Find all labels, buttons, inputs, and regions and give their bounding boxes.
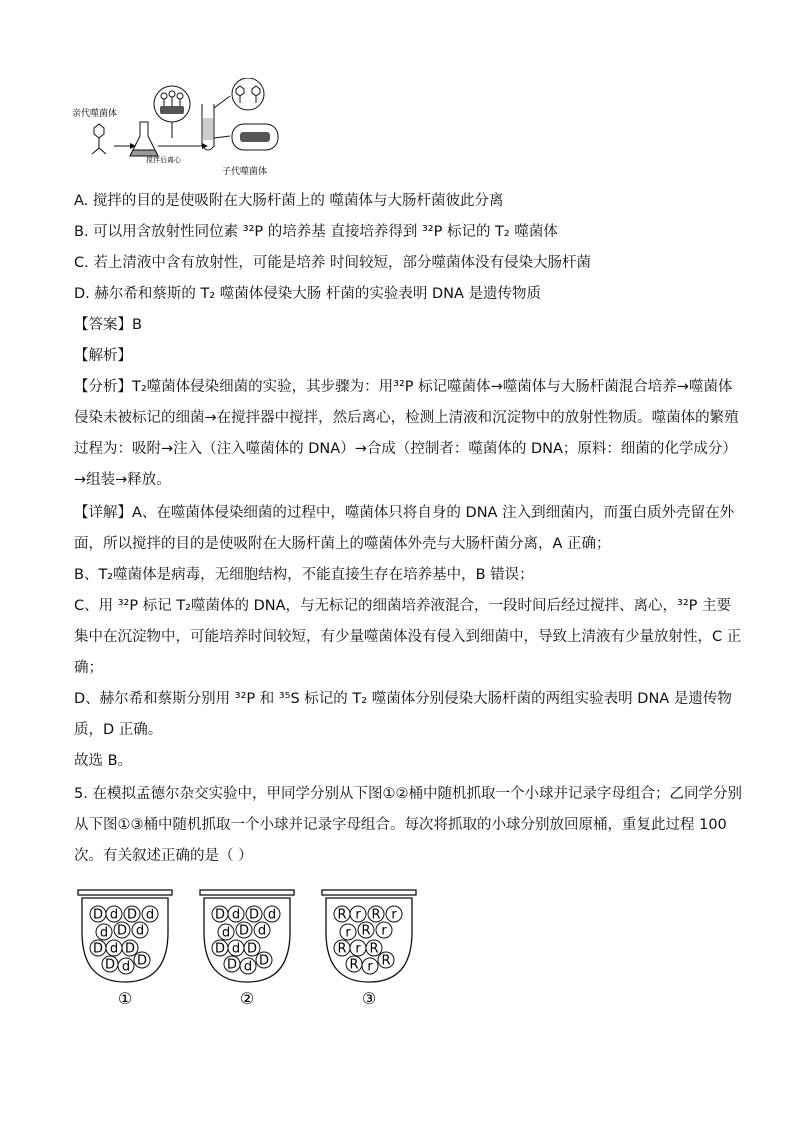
bucket-3 <box>322 890 416 1008</box>
supernatant-circle <box>232 78 264 110</box>
ball-letter: D <box>92 907 104 923</box>
ball-letter: d <box>109 941 119 957</box>
phage-experiment-diagram <box>72 78 297 178</box>
ball-letter: r <box>381 923 387 939</box>
detail-line: 故选 B。 <box>74 753 133 769</box>
ball-letter: r <box>367 959 373 975</box>
question5-line: 从下图①③桶中随机抓取一个小球并记录字母组合。每次将抓取的小球分别放回原桶，重复此过程 100 <box>74 817 727 833</box>
analysis-title: 【解析】 <box>74 348 132 364</box>
analysis-line: 侵染未被标记的细菌→在搅拌器中搅拌，然后离心，检测上清液和沉淀物中的放射性物质。噬菌体的繁殖 <box>74 410 739 426</box>
ball-letter: D <box>226 957 238 973</box>
phage-experiment-figure <box>72 78 297 178</box>
ball-letter: d <box>243 959 253 975</box>
ball-letter: R <box>361 923 371 939</box>
offspring-phage-label: 子代噬菌体 <box>222 167 268 177</box>
bucket-lid <box>78 890 172 895</box>
analysis-line: 过程为：吸附→注入（注入噬菌体的 DNA）→合成（控制者：噬菌体的 DNA；原料：细菌的化学成分） <box>74 441 737 457</box>
ball-letter: d <box>135 923 145 939</box>
detail-line: 面，所以搅拌的目的是使吸附在大肠杆菌上的噬菌体外壳与大肠杆菌分离，A 正确； <box>74 536 611 552</box>
detail-line: 质，D 正确。 <box>74 722 163 738</box>
ball-letter: r <box>391 907 397 923</box>
ball-letter: d <box>267 907 277 923</box>
ball-letter: R <box>337 941 347 957</box>
ball-letter: D <box>104 957 116 973</box>
analysis-line: 【分析】T₂噬菌体侵染细菌的实验，其步骤为：用³²P 标记噬菌体→噬菌体与大肠杆菌混合培养→噬菌体 <box>74 379 733 395</box>
ball-letter: D <box>214 941 226 957</box>
ball-letter: d <box>231 907 241 923</box>
ball-letter: D <box>136 953 148 969</box>
ball-letter: D <box>258 953 270 969</box>
ball-letter: D <box>238 923 250 939</box>
question5-line: 次。有关叙述正确的是（ ） <box>74 848 253 864</box>
ball-letter: d <box>121 959 131 975</box>
ball-letter: R <box>349 957 359 973</box>
ball-letter: D <box>116 923 128 939</box>
detail-line: D、赫尔希和蔡斯分别用 ³²P 和 ³⁵S 标记的 T₂ 噬菌体分别侵染大肠杆菌的两组实验表明 DNA 是遗传物 <box>74 691 732 707</box>
detail-line: 【详解】A、在噬菌体侵染细菌的过程中，噬菌体只将自身的 DNA 注入到细菌内，而蛋白质外壳留在外 <box>74 505 735 521</box>
answer-line: 【答案】B <box>74 317 142 333</box>
ball-letter: d <box>231 941 241 957</box>
ball-letter: D <box>124 941 136 957</box>
parent-phage-icon <box>92 124 106 154</box>
ball-letter: r <box>355 907 361 923</box>
ball-letter: r <box>345 925 351 941</box>
ball-letter: d <box>109 907 119 923</box>
ball-letter: R <box>369 941 379 957</box>
ball-letter: D <box>126 907 138 923</box>
detail-line: C、用 ³²P 标记 T₂噬菌体的 DNA，与无标记的细菌培养液混合，一段时间后经过搅拌、离心，³²P 主要 <box>74 598 732 614</box>
ball-letter: D <box>92 941 104 957</box>
parent-phage-label: 亲代噬菌体 <box>72 109 118 119</box>
bucket-lid <box>200 890 294 895</box>
offspring-circle <box>232 124 278 150</box>
bucket-1 <box>78 890 172 1008</box>
bucket-label: ② <box>239 989 255 1008</box>
option-c: C. 若上清液中含有放射性，可能是培养 时间较短，部分噬菌体没有侵染大肠杆菌 <box>74 255 591 271</box>
detail-line: 集中在沉淀物中，可能培养时间较短，有少量噬菌体没有侵入到细菌中，导致上清液有少量放射性，C 正 <box>74 629 742 645</box>
bucket-2 <box>200 890 294 1008</box>
analysis-line: →组装→释放。 <box>74 472 171 488</box>
ball-letter: D <box>214 907 226 923</box>
option-b: B. 可以用含放射性同位素 ³²P 的培养基 直接培养得到 ³²P 标记的 T₂ 噬菌体 <box>74 224 558 240</box>
ball-letter: d <box>221 925 231 941</box>
bucket-label: ① <box>117 989 133 1008</box>
ball-letter: d <box>145 907 155 923</box>
detail-line: 确； <box>74 660 103 676</box>
option-a: A. 搅拌的目的是使吸附在大肠杆菌上的 噬菌体与大肠杆菌彼此分离 <box>74 193 504 209</box>
detail-line: B、T₂噬菌体是病毒，无细胞结构，不能直接生存在培养基中，B 错误； <box>74 567 534 583</box>
bucket-label: ③ <box>361 989 377 1008</box>
test-tube-icon <box>202 104 214 150</box>
buckets-figure <box>74 886 424 1011</box>
bucket-lid <box>322 890 416 895</box>
ball-letter: D <box>246 941 258 957</box>
centrifuge-label: 搅拌后离心 <box>146 156 181 164</box>
ball-letter: D <box>248 907 260 923</box>
ball-letter: R <box>337 907 347 923</box>
ball-letter: r <box>355 941 361 957</box>
ball-letter: d <box>99 925 109 941</box>
flask-icon <box>130 122 158 156</box>
question5-line: 5. 在模拟孟德尔杂交实验中，甲同学分别从下图①②桶中随机抓取一个小球并记录字母组合；乙同学分别 <box>74 786 742 802</box>
infection-circle <box>154 86 190 122</box>
ball-letter: R <box>381 953 391 969</box>
ball-letter: R <box>371 907 381 923</box>
ball-letter: d <box>257 923 267 939</box>
buckets-diagram <box>74 886 424 1011</box>
option-d: D. 赫尔希和蔡斯的 T₂ 噬菌体侵染大肠 杆菌的实验表明 DNA 是遗传物质 <box>74 286 542 302</box>
